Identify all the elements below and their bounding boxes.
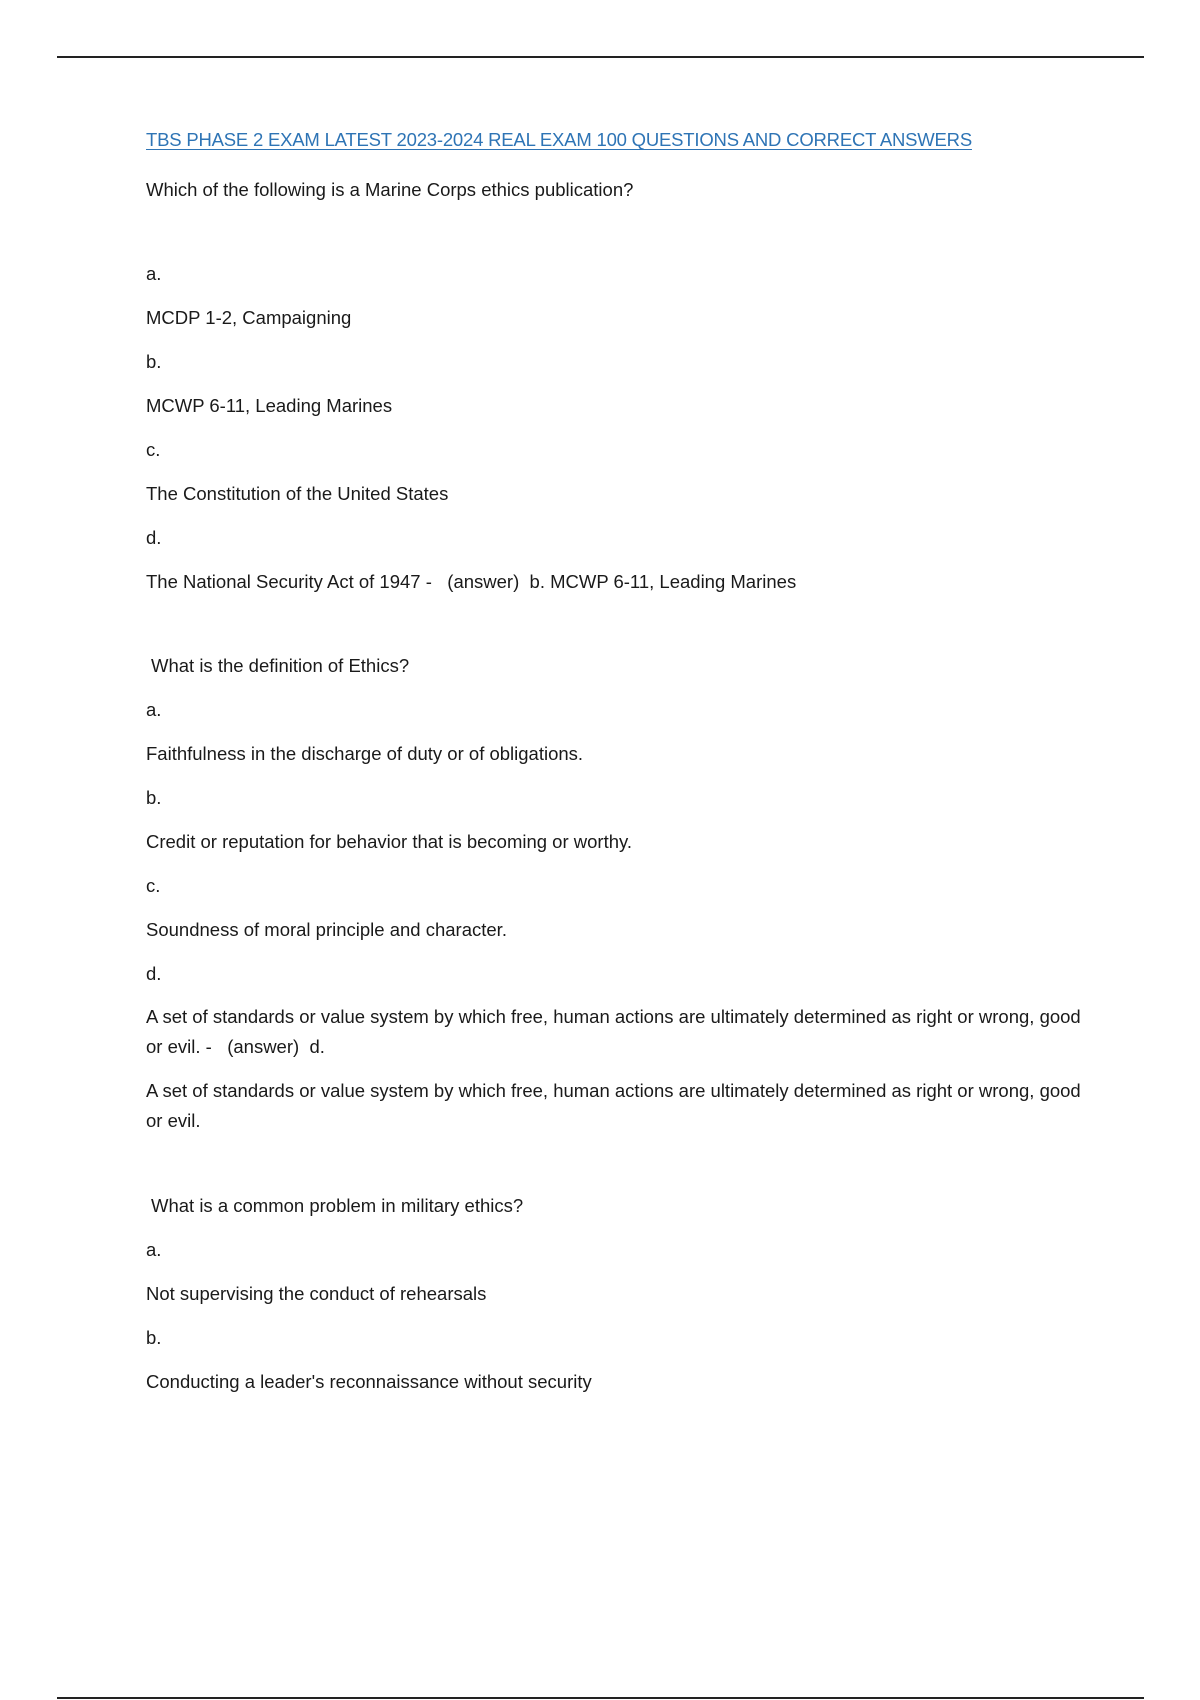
option-letter: c. (146, 875, 161, 896)
option-letter: a. (146, 699, 162, 720)
option-text-with-answer: The National Security Act of 1947 - (answer) b. MCWP 6-11, Leading Marines (146, 571, 797, 592)
question-block-3 (146, 1192, 1086, 1396)
question-block-2 (146, 652, 1086, 1136)
option-text: Conducting a leader's reconnaissance without security (146, 1371, 592, 1392)
top-rule (57, 56, 1144, 58)
option-letter: d. (146, 963, 162, 984)
answer-text: A set of standards or value system by which free, human actions are ultimately determined as right or wrong, good or evil. (146, 1080, 1081, 1131)
option-letter: c. (146, 439, 161, 460)
option-letter: b. (146, 1327, 162, 1348)
bottom-rule (57, 1697, 1144, 1699)
option-letter: b. (146, 787, 162, 808)
option-text: Credit or reputation for behavior that is becoming or worthy. (146, 831, 633, 852)
option-text: MCDP 1-2, Campaigning (146, 307, 352, 328)
question-block-1 (146, 176, 1086, 596)
option-text: The Constitution of the United States (146, 483, 449, 504)
option-letter: b. (146, 351, 162, 372)
option-text: Soundness of moral principle and character. (146, 919, 507, 940)
document-title[interactable]: TBS PHASE 2 EXAM LATEST 2023-2024 REAL EXAM 100 QUESTIONS AND CORRECT ANSWERS (146, 129, 972, 150)
option-text: MCWP 6-11, Leading Marines (146, 395, 393, 416)
option-letter: a. (146, 263, 162, 284)
question-text: Which of the following is a Marine Corps ethics publication? (146, 179, 634, 200)
option-text-with-answer: A set of standards or value system by which free, human actions are ultimately determined as right or wrong, good or evil. - (answer) d. (146, 1006, 1086, 1057)
option-letter: d. (146, 527, 162, 548)
option-text: Faithfulness in the discharge of duty or of obligations. (146, 743, 584, 764)
question-text: What is the definition of Ethics? (151, 655, 410, 676)
option-letter: a. (146, 1239, 162, 1260)
option-text: Not supervising the conduct of rehearsals (146, 1283, 487, 1304)
question-text: What is a common problem in military ethics? (151, 1195, 524, 1216)
document-body (146, 126, 1086, 1396)
